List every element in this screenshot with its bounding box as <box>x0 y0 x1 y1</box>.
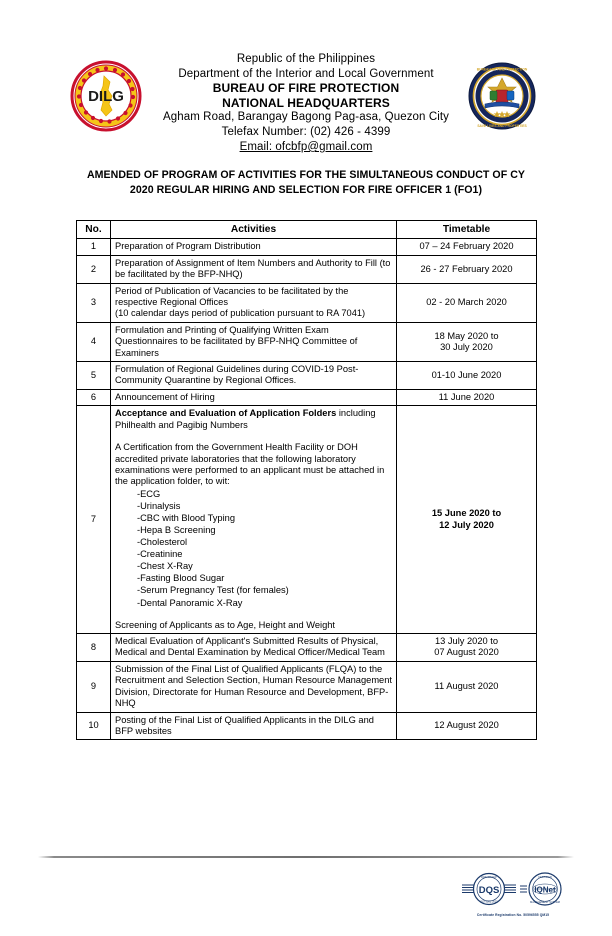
table-row <box>77 389 537 405</box>
row-activity: Preparation of Assignment of Item Numbers and Authority to Fill (to be facilitated by the BFP-NHQ) <box>111 255 397 283</box>
letterhead <box>0 52 612 162</box>
row-timetable <box>397 322 537 361</box>
row-timetable-line-1: 13 July 2020 to <box>434 636 499 647</box>
row-timetable-line-2: 12 July 2020 <box>439 519 494 530</box>
svg-text:DQS: DQS <box>478 885 499 896</box>
table-row <box>77 634 537 662</box>
row-timetable <box>397 406 537 634</box>
svg-text:MANAGEMENT SYSTEM: MANAGEMENT SYSTEM <box>529 901 560 904</box>
list-item: -Dental Panoramic X-Ray <box>137 597 243 608</box>
row-activity: Posting of the Final List of Qualified Applicants in the DILG and BFP websites <box>111 712 397 740</box>
row7-heading-rest: including Philhealth and Pagibig Numbers <box>115 408 376 430</box>
row-timetable-line-2: 07 August 2020 <box>434 647 499 658</box>
list-item: -Chest X-Ray <box>137 561 193 572</box>
table-row <box>77 255 537 283</box>
row7-spacer <box>115 431 392 442</box>
letterhead-email[interactable]: Email: ofcbfp@gmail.com <box>239 141 373 153</box>
row-activity: Announcement of Hiring <box>111 389 397 405</box>
list-item: -Creatinine <box>137 549 183 560</box>
row-activity: Formulation of Regional Guidelines during COVID-19 Post-Community Quarantine by Regional Offices. <box>111 362 397 390</box>
row-activity: Formulation and Printing of Qualifying Written Exam Questionnaires to be facilitated by BFP-NHQ Committee of Examiners <box>111 322 397 361</box>
row-timetable: 26 - 27 February 2020 <box>397 255 537 283</box>
row-number: 9 <box>77 661 111 712</box>
bfp-seal <box>466 60 538 132</box>
schedule-table-wrapper <box>76 220 536 740</box>
row-timetable: 01-10 June 2020 <box>397 362 537 390</box>
letterhead-address: Agham Road, Barangay Bagong Pag-asa, Quezon City <box>162 111 450 123</box>
row-timetable: 07 – 24 February 2020 <box>397 239 537 255</box>
row-activity-line-2: (10 calendar days period of publication pursuant to RA 7041) <box>115 308 366 319</box>
row-timetable-line-2: 30 July 2020 <box>440 341 493 352</box>
certification-block <box>452 872 574 917</box>
letterhead-office: NATIONAL HEADQUARTERS <box>222 95 390 110</box>
row-number: 4 <box>77 322 111 361</box>
list-item: -Cholesterol <box>137 537 188 548</box>
row7-paragraph: A Certification from the Government Health Facility or DOH accredited private laboratories that the following laboratory examinations were performed to an applicant must be attached in the application folder, to wit: <box>115 442 385 487</box>
list-item: -Hepa B Screening <box>137 525 216 535</box>
column-header-timetable: Timetable <box>397 221 537 239</box>
list-item: -Urinalysis <box>137 500 181 511</box>
row-activity: Preparation of Program Distribution <box>111 239 397 255</box>
row7-heading <box>115 408 392 431</box>
row-number: 1 <box>77 239 111 255</box>
letterhead-line-2: Department of the Interior and Local Government <box>178 67 434 80</box>
table-row <box>77 322 537 361</box>
svg-text:CERTIFIED: CERTIFIED <box>537 875 552 879</box>
certificate-registration-text: Certificate Registration No. 50596555 QM15 <box>476 913 550 917</box>
row7-exam-list <box>115 488 392 609</box>
row-number: 6 <box>77 389 111 405</box>
dilg-seal <box>70 60 142 132</box>
schedule-table <box>76 220 537 740</box>
row-activity <box>111 406 397 634</box>
row-number: 2 <box>77 255 111 283</box>
row-timetable: 11 August 2020 <box>397 661 537 712</box>
table-row <box>77 283 537 322</box>
svg-text:DQS GROUP: DQS GROUP <box>480 876 497 880</box>
column-header-activities: Activities <box>111 221 397 239</box>
row-number: 7 <box>77 406 111 634</box>
row-timetable: 11 June 2020 <box>397 389 537 405</box>
row-number: 10 <box>77 712 111 740</box>
table-row <box>77 661 537 712</box>
document-title: AMENDED OF PROGRAM OF ACTIVITIES FOR THE SIMULTANEOUS CONDUCT OF CY 2020 REGULAR HIRING AND SELECTION FOR FIRE OFFICER 1 (FO1) <box>86 169 526 196</box>
row-activity-line-1: Period of Publication of Vacancies to be facilitated by the respective Regional Offices <box>115 285 349 308</box>
footer-divider <box>38 856 574 858</box>
row-activity: Medical Evaluation of Applicant's Submitted Results of Physical, Medical and Dental Examination by Medical Officer/Medical Team <box>111 634 397 662</box>
svg-text:DILG: DILG <box>88 88 124 105</box>
dqs-certification-logo <box>461 872 517 911</box>
row7-heading-bold: Acceptance and Evaluation of Application Folders <box>115 408 337 419</box>
row-timetable: 12 August 2020 <box>397 712 537 740</box>
svg-text:ISO 9001:2015: ISO 9001:2015 <box>479 900 498 904</box>
row-timetable-line-1: 18 May 2020 to <box>434 330 499 341</box>
iqnet-certification-logo <box>520 872 566 911</box>
row-timetable: 02 - 20 March 2020 <box>397 283 537 322</box>
row-number: 8 <box>77 634 111 662</box>
row7-spacer-2 <box>115 609 392 620</box>
letterhead-text <box>150 52 462 155</box>
svg-text:SAVE LIVES AND PROPERTIES: SAVE LIVES AND PROPERTIES <box>477 124 527 128</box>
table-row <box>77 239 537 255</box>
table-row <box>77 712 537 740</box>
row-number: 3 <box>77 283 111 322</box>
letterhead-agency: BUREAU OF FIRE PROTECTION <box>212 81 400 95</box>
list-item: -Serum Pregnancy Test (for females) <box>137 585 289 596</box>
row-timetable <box>397 634 537 662</box>
table-header-row <box>77 221 537 239</box>
list-item: -ECG <box>137 488 161 499</box>
row-timetable-line-1: 15 June 2020 to <box>431 508 502 519</box>
row7-closing: Screening of Applicants as to Age, Height and Weight <box>115 619 335 630</box>
svg-text:BUREAU OF FIRE PROTECTION: BUREAU OF FIRE PROTECTION <box>476 67 528 72</box>
list-item: -Fasting Blood Sugar <box>137 573 225 584</box>
column-header-no: No. <box>77 221 111 239</box>
list-item: -CBC with Blood Typing <box>137 512 236 523</box>
certification-logos <box>452 872 574 911</box>
svg-text:IQNet: IQNet <box>533 885 556 895</box>
row-number: 5 <box>77 362 111 390</box>
letterhead-line-1: Republic of the Philippines <box>236 53 376 65</box>
table-row <box>77 362 537 390</box>
row-activity: Submission of the Final List of Qualified Applicants (FLQA) to the Recruitment and Selection Section, Human Resource Management Division, Directorate for Human Resource and Development, BFP-NHQ <box>111 661 397 712</box>
row-activity <box>111 283 397 322</box>
table-row <box>77 406 537 634</box>
letterhead-telefax: Telefax Number: (02) 426 - 4399 <box>221 125 391 138</box>
